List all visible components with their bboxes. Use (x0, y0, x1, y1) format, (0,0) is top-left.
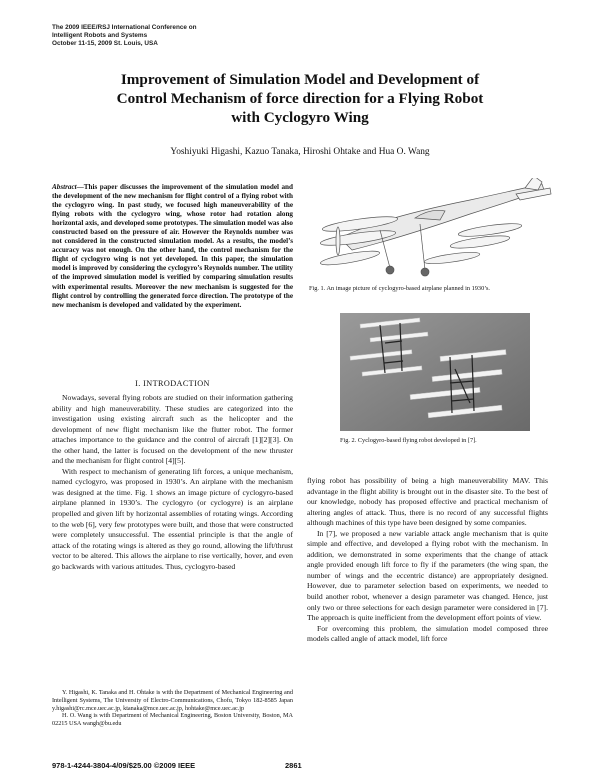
footnote-affiliation: H. O. Wang is with Department of Mechanical Engineering, Boston University, Boston, MA 02215 USA wangh@bu.edu (52, 712, 293, 728)
conference-line: Intelligent Robots and Systems (52, 32, 148, 39)
abstract-label: Abstract (52, 183, 77, 191)
figure1-illustration (320, 178, 552, 280)
title-line: Control Mechanism of force direction for a Flying Robot (116, 90, 484, 107)
authors: Yoshiyuki Higashi, Kazuo Tanaka, Hiroshi Ohtake and Hua O. Wang (170, 147, 430, 157)
left-column (52, 393, 293, 572)
section-heading: I. INTRODACTION (135, 379, 210, 388)
footnote-affiliation: Y. Higashi, K. Tanaka and H. Ohtake is with the Department of Mechanical Engineering and Intelligent Systems, The University of Electro-Communications, Chofu, Tokyo 182-8585 Japan y.higashi@rc.mce.uec.ac.jp, ktanaka@mce.uec.ac.jp, hohtake@mce.uec.ac.jp (52, 689, 293, 712)
footnote (52, 689, 293, 728)
footer-isbn: 978-1-4244-3804-4/09/$25.00 ©2009 IEEE (52, 761, 196, 770)
paper-title (60, 70, 540, 127)
title-line: with Cyclogyro Wing (231, 109, 369, 126)
abstract (52, 183, 293, 310)
abstract-text: —This paper discusses the improvement of the simulation model and the development of the new mechanism for flight control of a flying robot with the cyclogyro wing. In past study, we focused high maneuverability of the flying robots with the cyclogyro wing, whose rotor had rotation along horizontal axis, and developed some prototypes. The simulation model was also constructed based on the pressure of air. However the Reynolds number was not considered in the constructed simulation model. As a results, the model’s accuracy was not enough. On the other hand, the control mechanism for the flight of cyclogyro wing is not yet developed. In this paper, the simulation model is improved by considering the cyclogyro’s Reynolds number. The utility of the improved simulation model is verified by comparing simulation results with experimental results. Moreover the new mechanism is suggested for the flight control by controlling the generated force direction. The prototype of the new mechanism is developed and validated by the experiment. (52, 183, 293, 309)
paragraph: With respect to mechanism of generating lift forces, a unique mechanism, named cyclogyro, was proposed in 1930’s. An airplane with the mechanism was designed at the time. Fig. 1 shows an image picture of cyclogyro-based airplane planned in 1930’s. The cyclogyro (or cyclogyre) is an airplane propelled and given lift by horizontal assemblies of rotating wings. According to the web [6], very few prototypes were built, and those that were constructed were completely unsuccessful. The essential principle is that the angle of attack of the rotating wings is altered as they go round, allowing the lift/thrust vector to be altered. This allows the airplane to rise vertically, hover, and even go backwards with various attitudes. Thus, cyclogyro-based (52, 466, 293, 571)
title-line: Improvement of Simulation Model and Development of (120, 71, 480, 88)
paragraph: For overcoming this problem, the simulation model composed three models called angle of attack model, lift force (307, 623, 548, 644)
paragraph: flying robot has possibility of being a high maneuverability MAV. This advantage in the flight ability is brought out in the disaster site. To the best of our knowledge, nobody has proposed effective and practical mechanism of altering angles of attack. Thus, there is no record of any successful flights although machines of this type have been designed by some companies. (307, 476, 548, 528)
figure2-photo (340, 313, 530, 431)
conference-line: October 11-15, 2009 St. Louis, USA (52, 40, 158, 47)
conference-line: The 2009 IEEE/RSJ International Conference on (52, 24, 197, 31)
figure1-caption: Fig. 1. An image picture of cyclogyro-based airplane planned in 1930’s. (309, 285, 490, 292)
paragraph: In [7], we proposed a new variable attack angle mechanism that is quite simple and effective, and developed a flying robot with the mechanism. In addition, we demonstrated in some experiments that the change of attack angle provided enough lift force to fly if the parameters (the wing span, the number of wings and the eccentric distance) are appropriately designed. However, due to parameter selection based on experiments, we needed to build another robot, whenever a design parameter was changed. Hence, just only two or three selections for each design parameter were considered in [7]. The approach is quite inefficient from the development effort points of view. (307, 528, 548, 623)
figure2-caption: Fig. 2. Cyclogyro-based flying robot developed in [7]. (340, 437, 477, 444)
page-number: 2861 (285, 761, 302, 770)
conference-header (52, 24, 197, 48)
paragraph: Nowadays, several flying robots are studied on their information gathering ability and high maneuverability. These studies are categorized into the investigation using existing aircraft such as the helicopter and the development of new flight mechanism like the flutter robot. The former attaches importance to the guidance and the control of aircraft [1][2][3]. On the other hand, the latter is focused on the development of the new thruster and the mechanism for flight control [4][5]. (52, 393, 293, 466)
right-column (307, 476, 548, 645)
